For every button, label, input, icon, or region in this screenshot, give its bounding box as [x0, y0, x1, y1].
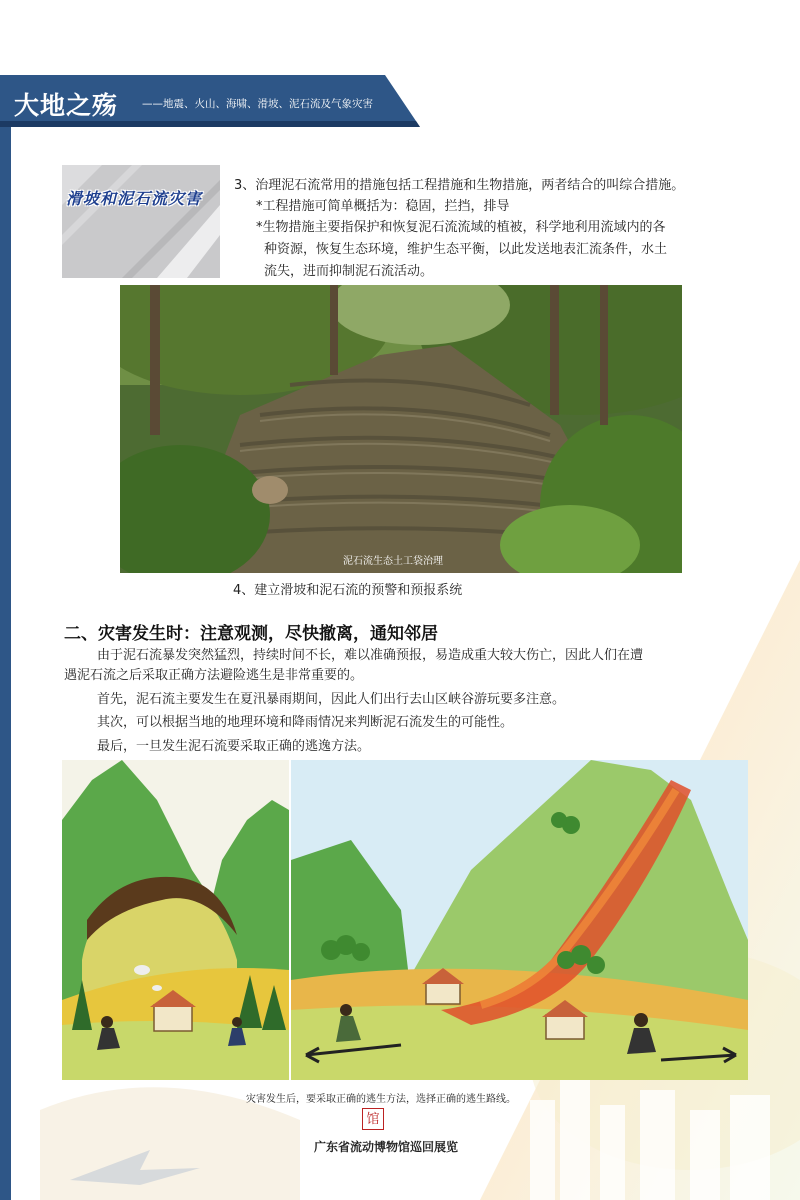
paragraph-line-5: 最后，一旦发生泥石流要采取正确的逃逸方法。 [97, 739, 371, 754]
geobag-terrace-photo [120, 285, 682, 573]
photo-caption: 泥石流生态土工袋治理 [343, 556, 443, 567]
measures-line-3: *生物措施主要指保护和恢复泥石流流域的植被，科学地利用流域内的各 [256, 220, 666, 235]
section-badge [62, 165, 220, 278]
badge-title: 滑坡和泥石流灾害 [66, 189, 203, 208]
measures-line-4: 种资源，恢复生态环境，维护生态平衡，以此发送地表汇流条件，水土 [264, 242, 668, 257]
paragraph-line-3: 首先，泥石流主要发生在夏汛暴雨期间，因此人们出行去山区峡谷游玩要多注意。 [97, 692, 566, 707]
escape-illustration-left [62, 760, 289, 1080]
paragraph-line-1: 由于泥石流暴发突然猛烈，持续时间不长，难以准确预报，易造成重大较大伤亡，因此人们在遭 [97, 648, 644, 663]
page-subtitle: ——地震、火山、海啸、滑坡、泥石流及气象灾害 [142, 98, 373, 110]
page-title: 大地之殇 [14, 91, 119, 120]
footer-text: 广东省流动博物馆巡回展览 [314, 1140, 459, 1154]
escape-illustration-right [291, 760, 748, 1080]
left-accent-bar [0, 118, 11, 1200]
measures-line-1: 3、治理泥石流常用的措施包括工程措施和生物措施，两者结合的叫综合措施。 [234, 178, 685, 193]
item-4: 4、建立滑坡和泥石流的预警和预报系统 [233, 583, 463, 598]
section-heading: 二、灾害发生时：注意观测，尽快撤离，通知邻居 [64, 624, 438, 644]
illustration-caption: 灾害发生后，要采取正确的逃生方法，选择正确的逃生路线。 [246, 1094, 516, 1105]
measures-line-5: 流失，进而抑制泥石流活动。 [264, 264, 434, 279]
paragraph-line-2: 遇泥石流之后采取正确方法避险逃生是非常重要的。 [64, 668, 364, 683]
measures-line-2: *工程措施可简单概括为：稳固，拦挡，排导 [256, 199, 510, 214]
paragraph-line-4: 其次，可以根据当地的地理环境和降雨情况来判断泥石流发生的可能性。 [97, 715, 514, 730]
museum-seal-logo: 馆 [362, 1108, 384, 1130]
